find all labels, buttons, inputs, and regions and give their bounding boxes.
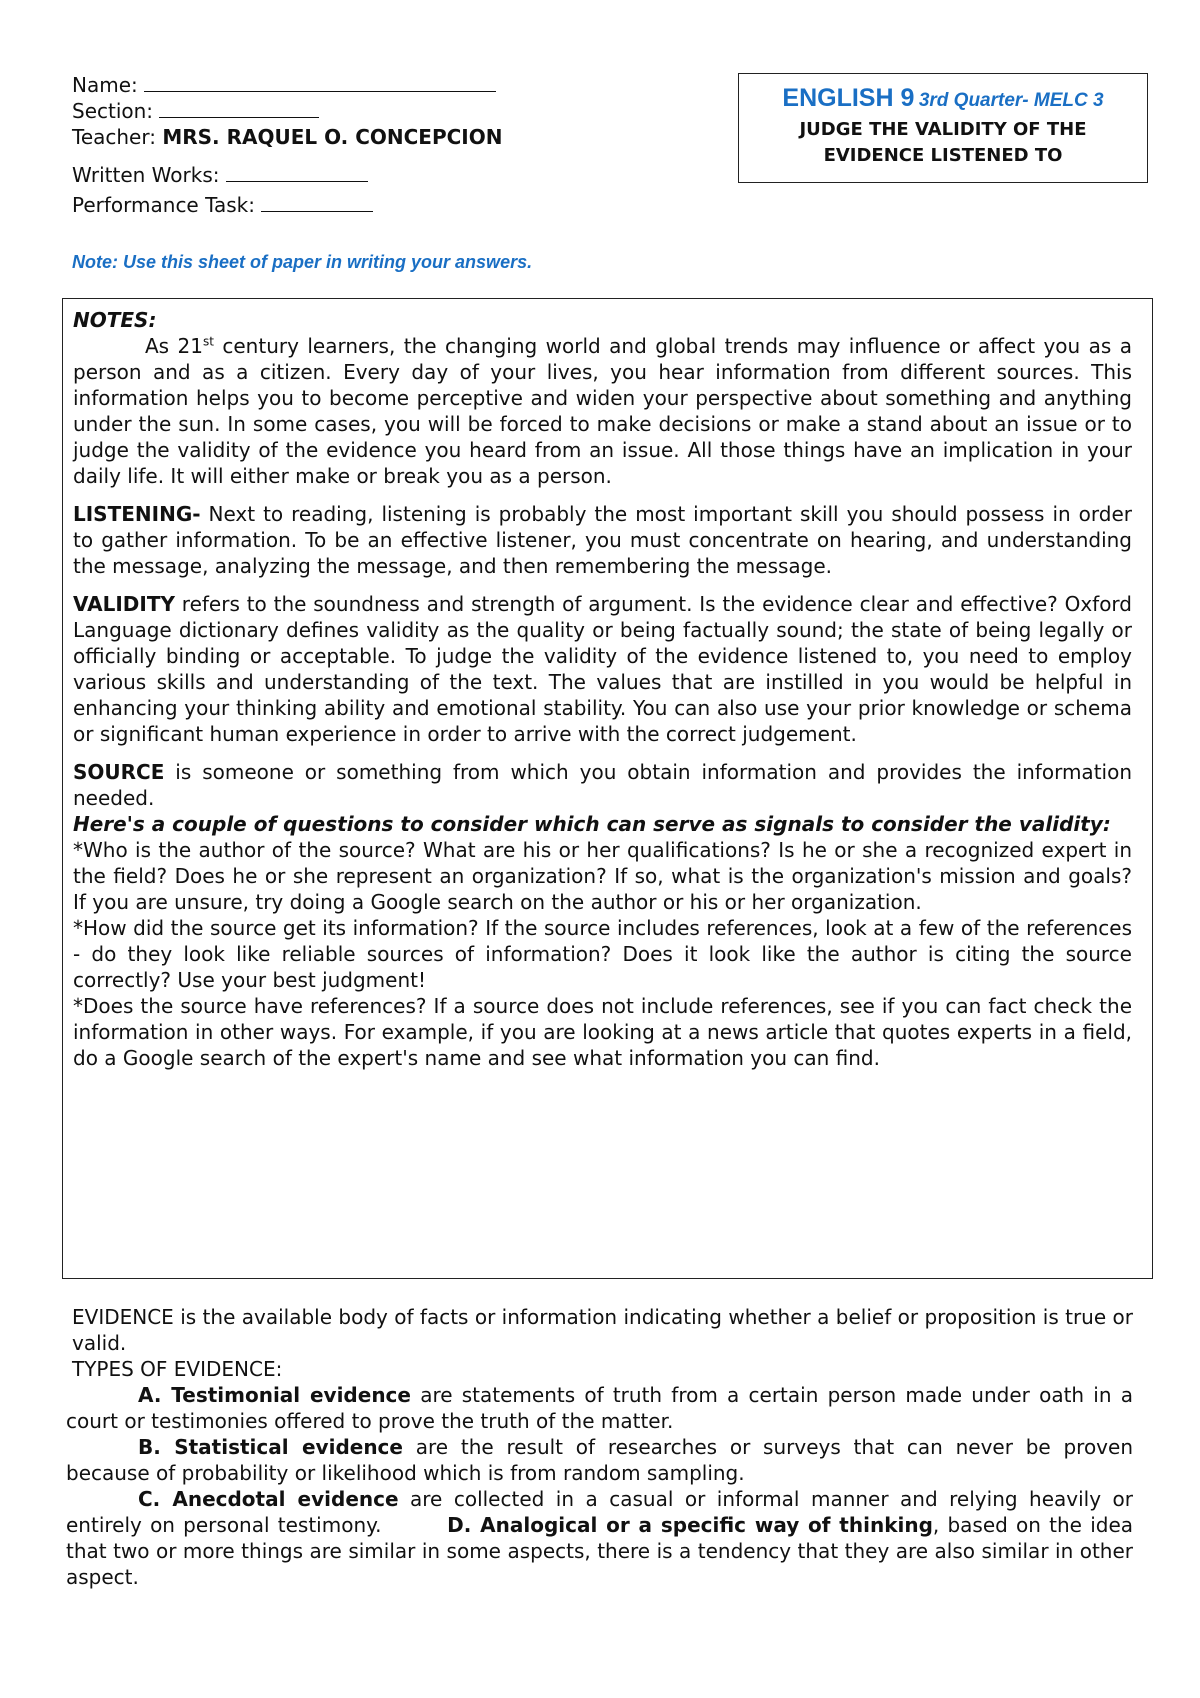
type-c-text: are collected in a casual or informal manner and relying heavily or entirely on personal testimony.: [66, 1487, 1133, 1537]
subject-title: ENGLISH 9: [782, 84, 915, 112]
intro-text-a: As 21: [145, 334, 203, 358]
performance-task-row: [72, 192, 502, 218]
teacher-name: MRS. RAQUEL O. CONCEPCION: [162, 125, 503, 149]
instruction-note: Note: Use this sheet of paper in writing your answers.: [72, 252, 533, 272]
evidence-section: [66, 1304, 1134, 1590]
name-label: Name:: [72, 73, 138, 97]
type-b-term: B. Statistical evidence: [138, 1435, 403, 1459]
name-row: [72, 72, 502, 98]
written-works-row: [72, 162, 502, 188]
section-label: Section:: [72, 99, 154, 123]
type-d-text: , based on the idea that two or more things are similar in some aspects, there is a tendency that they are also similar in other aspect.: [66, 1513, 1134, 1589]
listening-text: Next to reading, listening is probably the most important skill you should possess in order to gather information. To be an effective listener, you must concentrate on hearing, and understanding the message, analyzing the message, and then remembering the message.: [73, 502, 1132, 578]
lesson-title-line1: JUDGE THE VALIDITY OF THE: [799, 119, 1087, 140]
type-b-text: are the result of researches or surveys that can never be proven because of probability or likelihood which is from random sampling.: [66, 1435, 1134, 1485]
validity-term: VALIDITY: [73, 592, 175, 616]
name-blank[interactable]: [144, 73, 496, 92]
question-1: *Who is the author of the source? What are his or her qualifications? Is he or she a recognized expert in the field? Does he or she represent an organization? If so, what is the organization's mission and goals? If you are unsure, try doing a Google search on the author or his or her organization.: [73, 838, 1132, 914]
performance-task-label: Performance Task:: [72, 193, 255, 217]
questions-heading: Here's a couple of questions to consider which can serve as signals to consider the validity:: [73, 812, 1111, 836]
quarter-label: 3rd Quarter- MELC 3: [918, 90, 1104, 111]
listening-term: LISTENING-: [73, 502, 201, 526]
evidence-paragraph: [72, 1304, 1133, 1356]
teacher-row: [72, 124, 502, 150]
intro-paragraph: [73, 333, 1132, 489]
type-a-text: are statements of truth from a certain person made under oath in a court or testimonies offered to prove the truth of the matter.: [66, 1383, 1134, 1433]
listening-paragraph: [73, 501, 1132, 579]
question-3: *Does the source have references? If a source does not include references, see if you can fact check the information in other ways. For example, if you are looking at a news article that quotes experts in a field, do a Google search of the expert's name and see what information you can find.: [73, 994, 1132, 1070]
intro-text-b: century learners, the changing world and global trends may influence or affect you as a person and as a citizen. Every day of your lives, you hear information from different sources. This information helps you to become perceptive and widen your perspective about something and anything under the sun. In some cases, you will be forced to make decisions or make a stand about an issue or to judge the validity of the evidence you heard from an issue. All those things have an implication in your daily life. It will either make or break you as a person.: [73, 334, 1132, 488]
subject-line: [739, 84, 1147, 113]
teacher-label: Teacher:: [72, 125, 156, 149]
evidence-definition: is the available body of facts or information indicating whether a belief or proposition is true or valid.: [72, 1305, 1133, 1355]
lesson-title-line2: EVIDENCE LISTENED TO: [823, 145, 1063, 166]
type-a-term: A. Testimonial evidence: [138, 1383, 411, 1407]
type-b: [66, 1434, 1133, 1486]
source-term: SOURCE: [73, 760, 165, 784]
section-blank[interactable]: [159, 99, 319, 118]
types-heading: TYPES OF EVIDENCE:: [72, 1357, 283, 1381]
intro-superscript: st: [202, 334, 214, 349]
validity-paragraph: [73, 591, 1132, 747]
lesson-title-box: [738, 73, 1148, 183]
type-d-term: D. Analogical or a specific way of thinking: [447, 1513, 933, 1537]
validity-text: refers to the soundness and strength of argument. Is the evidence clear and effective? Oxford Language dictionary defines validity as the quality or being factually sound; the state of being legally or officially binding or acceptable. To judge the validity of the evidence listened to, you need to employ various skills and understanding of the text. The values that are instilled in you would be helpful in enhancing your thinking ability and emotional stability. You can also use your prior knowledge or schema or significant human experience in order to arrive with the correct judgement.: [73, 592, 1132, 746]
performance-task-blank[interactable]: [261, 193, 373, 212]
section-row: [72, 98, 502, 124]
type-c-term: C. Anecdotal evidence: [138, 1487, 399, 1511]
written-works-label: Written Works:: [72, 163, 220, 187]
question-2: *How did the source get its information? If the source includes references, look at a few of the references - do they look like reliable sources of information? Does it look like the author is citing the source correctly? Use your best judgment!: [73, 916, 1132, 992]
source-text: is someone or something from which you obtain information and provides the information needed.: [73, 760, 1132, 810]
source-paragraph: [73, 759, 1132, 811]
student-info: [72, 72, 502, 218]
written-works-blank[interactable]: [226, 163, 368, 182]
lesson-title: [739, 117, 1147, 169]
evidence-term: EVIDENCE: [72, 1305, 174, 1329]
notes-heading: NOTES:: [73, 308, 157, 332]
type-a: [66, 1382, 1133, 1434]
type-c-d: [66, 1486, 1133, 1590]
notes-box: [62, 298, 1153, 1279]
